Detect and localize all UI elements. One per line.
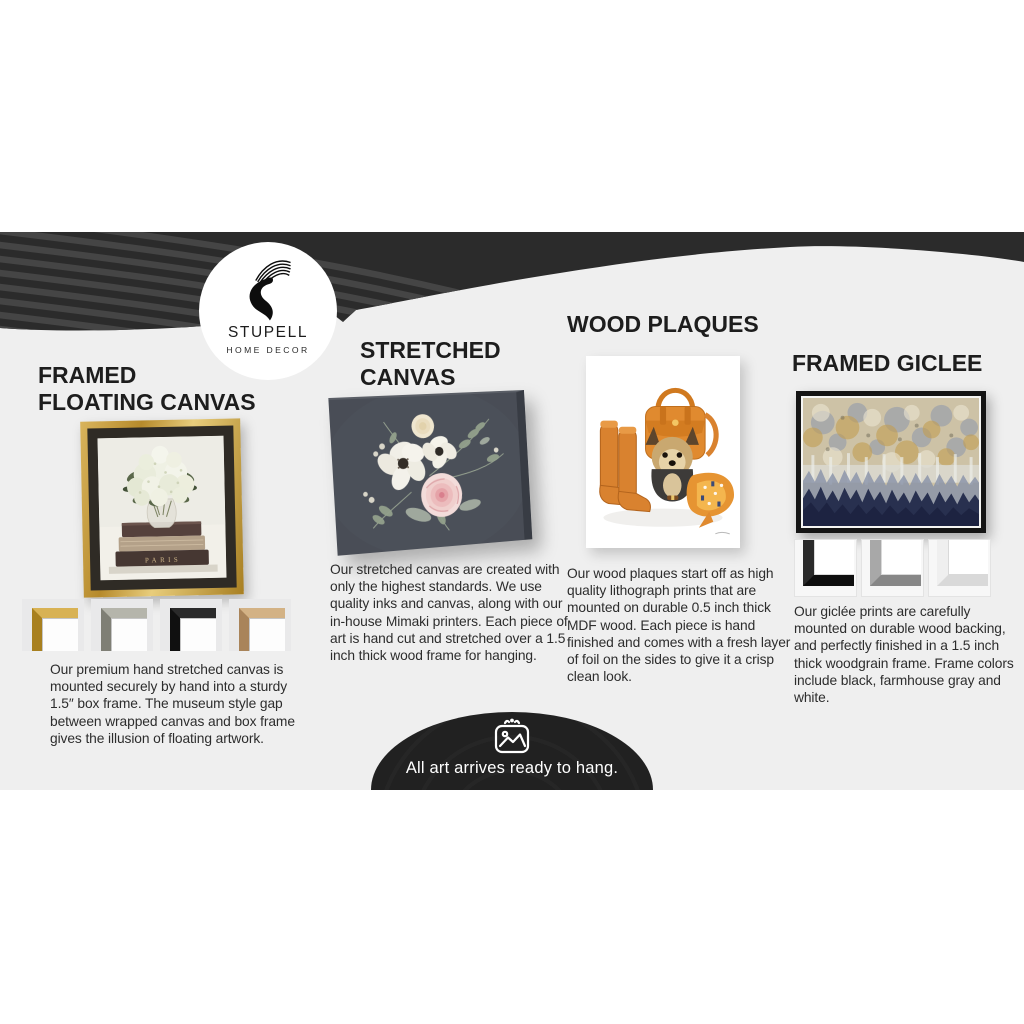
- silver-frame-corner: [101, 608, 147, 651]
- floating-canvas-artwork: [98, 436, 227, 581]
- natural-frame-corner: [239, 608, 285, 651]
- black-giclee-corner: [803, 539, 854, 586]
- section-body-framed-floating-canvas: Our premium hand stretched canvas is mounted securely by hand into a sturdy 1.5″ box frame. The museum style gap between wrapped canvas and box frame gives the illusion of floating artwork.: [50, 662, 295, 746]
- brand-tagline: HOME DECOR: [226, 345, 310, 355]
- title-line: FLOATING CANVAS: [38, 389, 256, 415]
- title-line: STRETCHED: [360, 337, 501, 363]
- yorkie-orange-accessories-art: [586, 356, 740, 548]
- top-wave-band: [0, 232, 1024, 364]
- title-line: CANVAS: [360, 364, 456, 390]
- section-title-framed-giclee: [792, 350, 982, 377]
- giclee-frame-color-swatches: [794, 539, 991, 597]
- floating-frame-color-swatches: [22, 599, 291, 651]
- stupell-swoosh-s-icon: [239, 252, 297, 322]
- footer-message: All art arrives ready to hang.: [405, 759, 619, 777]
- brand-logo-badge: [199, 242, 337, 380]
- framed-picture-icon: [489, 717, 535, 757]
- section-title-framed-floating-canvas: [38, 362, 256, 416]
- paris-book-spine-label: PARIS: [144, 555, 182, 565]
- giclee-artwork: [803, 398, 979, 526]
- title-line: WOOD PLAQUES: [567, 311, 759, 337]
- gold-frame-corner: [32, 608, 78, 651]
- brand-name: STUPELL: [227, 324, 309, 341]
- hydrangea-paris-books-art: [98, 436, 227, 581]
- anemone-rose-art: [328, 392, 524, 556]
- product-photo-floating-canvas: [80, 418, 244, 597]
- frame-swatch-silver: [91, 599, 153, 651]
- title-line: FRAMED GICLEE: [792, 350, 983, 376]
- title-line: FRAMED: [38, 362, 137, 388]
- giclee-swatch-gray: [861, 539, 924, 597]
- frame-swatch-natural: [229, 599, 291, 651]
- giclee-swatch-white: [928, 539, 991, 597]
- section-title-stretched-canvas: [360, 337, 501, 391]
- frame-swatch-gold: [22, 599, 84, 651]
- section-body-framed-giclee: Our giclée prints are carefully mounted on durable wood backing, and perfectly finished in a 1.5 inch thick woodgrain frame. Frame colors include black, farmhouse gray and white.: [794, 604, 1014, 706]
- frame-swatch-black: [160, 599, 222, 651]
- floating-frame-museum-gap: [87, 425, 236, 590]
- gray-giclee-corner: [870, 539, 921, 586]
- section-title-wood-plaques: [567, 311, 759, 338]
- black-frame-corner: [170, 608, 216, 651]
- product-photo-wood-plaque: [586, 356, 740, 548]
- section-body-stretched-canvas: Our stretched canvas are created with only the highest standards. We use quality inks and canvas, along with our in-house Mimaki printers. Each piece of art is hand cut and stretched over a 1.5 inch thick wood frame for hanging.: [330, 562, 568, 664]
- product-photo-framed-giclee: [796, 391, 986, 533]
- product-photo-stretched-canvas: [328, 390, 532, 556]
- giclee-swatch-black: [794, 539, 857, 597]
- giclee-mat-edge: [801, 396, 981, 528]
- white-giclee-corner: [937, 539, 988, 586]
- section-body-wood-plaques: Our wood plaques start off as high quality lithograph prints that are mounted on durable 0.5 inch thick MDF wood. Each piece is hand finished and comes with a fresh layer of foil on the sides to give it a crisp clean look.: [567, 566, 791, 685]
- abstract-gold-navy-art: [803, 398, 979, 526]
